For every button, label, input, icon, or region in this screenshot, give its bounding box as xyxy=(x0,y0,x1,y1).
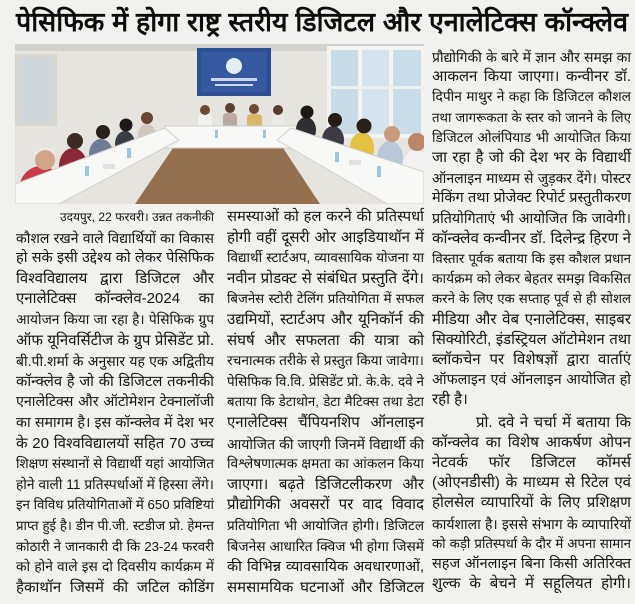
text-line: मीडिया और वेब एनालेटिक्स, साइबर xyxy=(432,310,631,328)
article-column-middle xyxy=(227,207,424,598)
text-line: विश्लेषणात्मक क्षमता का आंकलन किया xyxy=(227,456,424,472)
photo-banner-strip xyxy=(215,84,253,86)
text-line: एनालेटिक्स कॉन्क्लेव-2024 का xyxy=(16,290,214,308)
headline: पेसिफिक में होगा राष्ट्र स्तरीय डिजिटल और एनालेटिक्स कॉन्क्लेव xyxy=(16,7,628,37)
text-line: नेटवर्क फॉर डिजिटल कॉमर्स xyxy=(432,454,631,472)
text-line: के 20 विश्वविद्यालयों सहित 70 उच्च xyxy=(16,434,214,452)
text-line: को होने वाले इस दो दिवसीय कार्यक्रम में xyxy=(16,559,214,575)
text-line: ऑफ यूनिवर्सिटीज के ग्रुप प्रेसिडेंट प्रो. xyxy=(16,331,214,349)
photo-banner-logo xyxy=(226,58,242,74)
text-line: करने के लिए एक सप्ताह पूर्व से ही सोशल xyxy=(432,291,631,307)
text-line: एनालेटिक्स चैंपियनशिप ऑनलाइन xyxy=(227,413,424,431)
text-line: कोठारी ने जानकारी दी कि 23-24 फरवरी xyxy=(16,538,214,554)
text-line: को कड़ी प्रतिस्पर्धा के दौर में अपना सामान xyxy=(432,535,631,551)
text-line: ब्लॉकचेन पर विशेषज्ञों द्वारा वार्ताएं xyxy=(432,351,631,369)
text-line: समसामयिक घटनाओं और डिजिटल xyxy=(227,578,424,596)
text-line: नवीन प्रोडक्ट से संबंधित प्रस्तुति देंगे। xyxy=(227,269,424,287)
text-line: का समागम है। इस कॉन्क्लेव में देश भर xyxy=(16,414,214,431)
text-line: बिजनेस स्टोरी टेलिंग प्रतियोगिता में सफल xyxy=(227,291,424,307)
photo-window-pane xyxy=(393,50,421,134)
conference-photo xyxy=(15,44,424,204)
text-line: बताया कि डेटाथोन, डेटा मैटिक्स तथा डेटा xyxy=(227,394,424,410)
text-line: प्राप्त हुई है। डीन पी.जी. स्टडीज प्रो. हेमन्त xyxy=(16,517,214,533)
text-line: उद्यमियों, स्टार्टअप और यूनिकॉर्न की xyxy=(227,310,424,328)
text-line: समस्याओं को हल करने की प्रतिस्पर्धा xyxy=(227,209,424,225)
text-line: ऑफलाइन एवं ऑनलाइन आयोजित हो xyxy=(432,372,631,389)
text-line: हो सके इसी उद्देश्य को लेकर पेसिफिक xyxy=(16,250,214,267)
text-line: जा रहा है जो की देश भर के विद्यार्थी xyxy=(432,149,631,167)
text-line: तथा जागरूकता के स्तर को जानने के लिए xyxy=(432,109,631,125)
text-line: आयोजित की जाएगी जिनमें विद्यार्थी की xyxy=(227,435,424,452)
photo-left-window xyxy=(19,58,53,122)
text-line: (ओएनडीसी) के माध्यम से रिटेल एवं xyxy=(432,474,631,492)
text-line: कार्यक्रम को लेकर बेहतर समझ विकसित xyxy=(432,271,631,287)
text-line: प्रो. दवे ने चर्चा में बताया कि xyxy=(476,413,631,431)
article-column-right xyxy=(432,47,631,594)
text-line: कॉन्क्लेव का विशेष आकर्षण ओपन xyxy=(432,433,631,451)
photo-banner-strip xyxy=(211,78,257,81)
text-line: की विभिन्न व्यावसायिक अवधारणाओं, xyxy=(227,559,424,576)
text-line: डिजिटल ओलंपियाड भी आयोजित किया xyxy=(432,129,631,145)
text-line: प्रौद्योगिकी अवसरों पर वाद विवाद xyxy=(227,496,424,514)
text-line: संघर्ष और सफलता की यात्रा को xyxy=(227,331,424,349)
text-line: आकलन किया जाएगा। कन्वीनर डॉ. xyxy=(432,68,631,86)
text-line: रही है। xyxy=(432,391,468,409)
text-line: रचनात्मक तरीके से प्रस्तुत किया जावेगा। xyxy=(227,353,424,369)
photo-window-bar xyxy=(327,86,424,89)
text-line: सिक्योरिटी, इंडस्ट्रियल ऑटोमेशन तथा xyxy=(432,331,631,348)
text-line: हैकाथॉन जिसमें की जटिल कोडिंग xyxy=(16,578,214,596)
text-line: कौशल रखने वाले विद्यार्थियों का विकास xyxy=(16,229,214,246)
text-line: बिजनेस आधारित क्विज भी होगा जिसमें xyxy=(227,538,424,554)
photo-table-back xyxy=(165,126,297,148)
text-line: कॉन्क्लेव कन्वीनर डॉ. दिलेन्द्र हिरण ने xyxy=(432,229,631,247)
text-line: कार्यशाला है। इससे संभाग के व्यापारियों xyxy=(432,515,631,532)
text-line: शिक्षण संस्थानों से विद्यार्थी यहां आयोजित xyxy=(16,456,214,472)
text-line: कॉन्क्लेव है जो की डिजिटल तकनीकी xyxy=(16,373,214,390)
text-line: सहज ऑनलाइन बिना किसी अतिरिक्त xyxy=(432,556,631,573)
text-line: प्रतियोगिता भी आयोजित होगी। डिजिटल xyxy=(227,517,424,533)
text-line: जाएगा। बढ़ते डिजिटलीकरण और xyxy=(227,475,424,493)
text-line: विद्यार्थी स्टार्टअप, व्यावसायिक योजना या xyxy=(227,250,424,266)
text-line: बी.पी.शर्मा के अनुसार यह एक अद्वितीय xyxy=(16,353,214,370)
article-column-left xyxy=(16,207,214,598)
text-line: आयोजन किया जा रहा है। पेसिफिक ग्रुप xyxy=(16,311,214,327)
text-line: प्रौद्योगिकी के बारे में ज्ञान और समझ का xyxy=(432,49,631,65)
text-line: पेसिफिक वि.वि. प्रेसिडेंट प्रो. के.के. दवे ने xyxy=(227,373,424,389)
text-line: विश्वविद्यालय द्वारा डिजिटल और xyxy=(16,269,214,287)
text-line: प्रतियोगिताएं भी आयोजित कि जावेगी। xyxy=(432,210,631,227)
text-line: एनालेटिक्स और ऑटोमेशन टेक्नालॉजी xyxy=(16,394,214,411)
text-line: मेकिंग तथा प्रोजेक्ट रिपोर्ट प्रस्तुतीकरण xyxy=(432,190,631,207)
text-line: विस्तार पूर्वक बताया कि इस कौशल प्रधान xyxy=(432,251,631,267)
text-line: ऑनलाइन माध्यम से जुड़कर देंगे। पोस्टर xyxy=(432,170,631,187)
text-line: होलसेल व्यापारियों के लिए प्रशिक्षण xyxy=(432,494,631,512)
text-line: शुल्क के बेचने में सहूलियत होगी। xyxy=(432,575,631,593)
text-line: इन विविध प्रतियोगिताओं में 650 प्रविष्टियां xyxy=(16,497,214,513)
text-line: होने वाली 11 प्रतिस्पर्धाओं में हिस्सा लेंगे। xyxy=(16,476,214,492)
text-line: दिपीन माथुर ने कहा कि डिजिटल कौशल xyxy=(432,89,631,105)
text-line: उदयपुर, 22 फरवरी। उन्नत तकनीकी xyxy=(60,210,214,224)
text-line: होगी वहीं दूसरी ओर आइडियाथॉन में xyxy=(227,228,424,246)
